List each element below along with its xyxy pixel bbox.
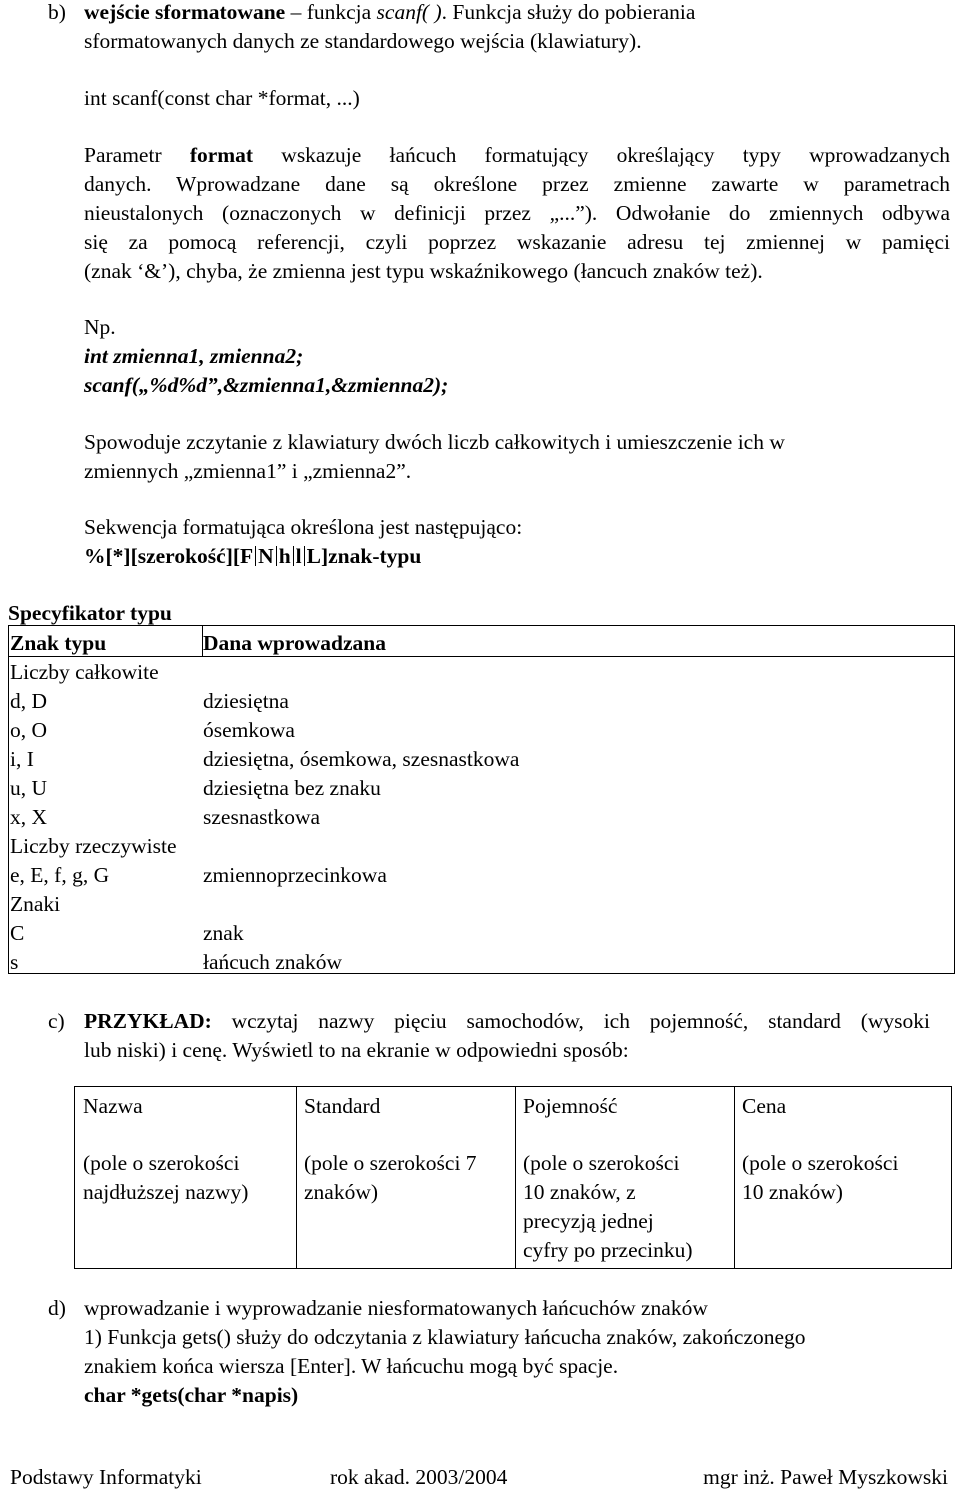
format-paragraph-line5: (znak ‘&’), chyba, że zmienna jest typu wskaźnikowego (łancuch znaków też).: [84, 259, 763, 283]
column-divider: [515, 1087, 516, 1268]
format-paragraph-line2: danych. Wprowadzane dane są określone przez zmienne zawarte w parametrach: [84, 172, 950, 196]
desc-cell: dziesiętna, ósemkowa, szesnastkowa: [203, 747, 520, 771]
fmt-part-e: L]znak-typu: [306, 544, 422, 568]
format-sequence: [84, 546, 421, 568]
fmt-part-c: h: [278, 544, 291, 568]
type-cell: d, D: [10, 689, 48, 713]
desc-cell: dziesiętna bez znaku: [203, 776, 381, 800]
col-pojemnosc-head: Pojemność: [523, 1094, 618, 1118]
p1-c: wskazuje łańcuch formatujący określający typy wprowadzanych: [253, 143, 951, 167]
header-input: Dana wprowadzana: [203, 631, 386, 655]
col-nazwa-line: najdłuższej nazwy): [83, 1180, 249, 1204]
fmt-part-b: N: [258, 544, 274, 568]
scanf-function-name: scanf( ): [376, 0, 442, 24]
separator: [304, 546, 305, 566]
section-b-dash: – funkcja: [285, 0, 377, 24]
scanf-signature: int scanf(const char *format, ...): [84, 86, 360, 110]
group-real: Liczby rzeczywiste: [10, 834, 177, 858]
col-pojemnosc-line: cyfry po przecinku): [523, 1238, 693, 1262]
header-type: Znak typu: [10, 631, 107, 655]
gets-description-2: znakiem końca wiersza [Enter]. W łańcuchu mogą być spacje.: [84, 1354, 619, 1378]
section-b-marker: b): [48, 0, 66, 24]
example-label: Np.: [84, 315, 116, 339]
type-cell: i, I: [10, 747, 34, 771]
code-line-2: scanf(„%d%d”,&zmienna1,&zmienna2);: [84, 373, 449, 397]
col-pojemnosc-line: precyzją jednej: [523, 1209, 654, 1233]
section-c-marker: c): [48, 1009, 65, 1033]
desc-cell: znak: [203, 921, 244, 945]
format-paragraph-line3: nieustalonych (oznaczonych w definicji przez „...”). Odwołanie do zmiennych odbywa: [84, 201, 950, 225]
desc-cell: szesnastkowa: [203, 805, 321, 829]
desc-cell: ósemkowa: [203, 718, 295, 742]
footer-year: rok akad. 2003/2004: [330, 1465, 508, 1489]
section-b-rest: . Funkcja służy do pobierania: [441, 0, 696, 24]
col-cena-head: Cena: [742, 1094, 787, 1118]
footer-author: mgr inż. Paweł Myszkowski: [703, 1465, 948, 1489]
desc-cell: łańcuch znaków: [203, 950, 343, 974]
result-line-1: Spowoduje zczytanie z klawiatury dwóch liczb całkowitych i umieszczenie ich w: [84, 430, 785, 454]
fmt-part-a: %[*][szerokość][F: [84, 544, 254, 568]
code-line-1: int zmienna1, zmienna2;: [84, 344, 304, 368]
gets-signature: char *gets(char *napis): [84, 1383, 299, 1407]
column-divider: [296, 1087, 297, 1268]
section-b-heading: [84, 2, 695, 24]
header-underline: [9, 656, 954, 657]
fmt-part-d: l: [295, 544, 302, 568]
separator: [276, 546, 277, 566]
desc-cell: dziesiętna: [203, 689, 289, 713]
col-cena-line: 10 znaków): [742, 1180, 843, 1204]
col-standard-line: znaków): [304, 1180, 379, 1204]
type-cell: u, U: [10, 776, 48, 800]
col-standard-line: (pole o szerokości 7: [304, 1151, 477, 1175]
type-cell: x, X: [10, 805, 48, 829]
separator: [255, 546, 256, 566]
col-standard-head: Standard: [304, 1094, 381, 1118]
type-cell: s: [10, 950, 19, 974]
section-d-marker: d): [48, 1296, 66, 1320]
type-cell: o, O: [10, 718, 48, 742]
column-divider: [734, 1087, 735, 1268]
spec-table-caption: Specyfikator typu: [8, 601, 172, 625]
desc-cell: zmiennoprzecinkowa: [203, 863, 387, 887]
section-b-line2: sformatowanych danych ze standardowego wejścia (klawiatury).: [84, 29, 642, 53]
section-d-title: wprowadzanie i wyprowadzanie niesformatowanych łańcuchów znaków: [84, 1296, 708, 1320]
col-nazwa-head: Nazwa: [83, 1094, 143, 1118]
col-cena-line: (pole o szerokości: [742, 1151, 899, 1175]
col-pojemnosc-line: (pole o szerokości: [523, 1151, 680, 1175]
col-pojemnosc-line: 10 znaków, z: [523, 1180, 636, 1204]
type-cell: C: [10, 921, 25, 945]
separator: [293, 546, 294, 566]
section-c-line1-text: wczytaj nazwy pięciu samochodów, ich pojemność, standard (wysoki: [211, 1009, 930, 1033]
section-c-line1: [84, 1011, 930, 1033]
type-cell: e, E, f, g, G: [10, 863, 110, 887]
p1-a: Parametr: [84, 143, 190, 167]
gets-description-1: 1) Funkcja gets() służy do odczytania z klawiatury łańcucha znaków, zakończonego: [84, 1325, 806, 1349]
section-c-line2: lub niski) i cenę. Wyświetl to na ekranie w odpowiedni sposób:: [84, 1038, 629, 1062]
section-b-title: wejście sformatowane: [84, 0, 286, 24]
format-paragraph-line4: się za pomocą referencji, czyli poprzez wskazanie adresu tej zmiennej w pamięci: [84, 230, 950, 254]
result-line-2: zmiennych „zmienna1” i „zmienna2”.: [84, 459, 412, 483]
spec-table: [8, 625, 955, 974]
footer-course: Podstawy Informatyki: [10, 1465, 202, 1489]
p1-format-word: format: [189, 143, 254, 167]
example-keyword: PRZYKŁAD:: [84, 1009, 212, 1033]
sequence-intro: Sekwencja formatująca określona jest następująco:: [84, 515, 523, 539]
group-chars: Znaki: [10, 892, 61, 916]
col-nazwa-line: (pole o szerokości: [83, 1151, 240, 1175]
group-int: Liczby całkowite: [10, 660, 159, 684]
format-paragraph-line1: [84, 145, 950, 167]
output-format-table: [74, 1086, 952, 1269]
